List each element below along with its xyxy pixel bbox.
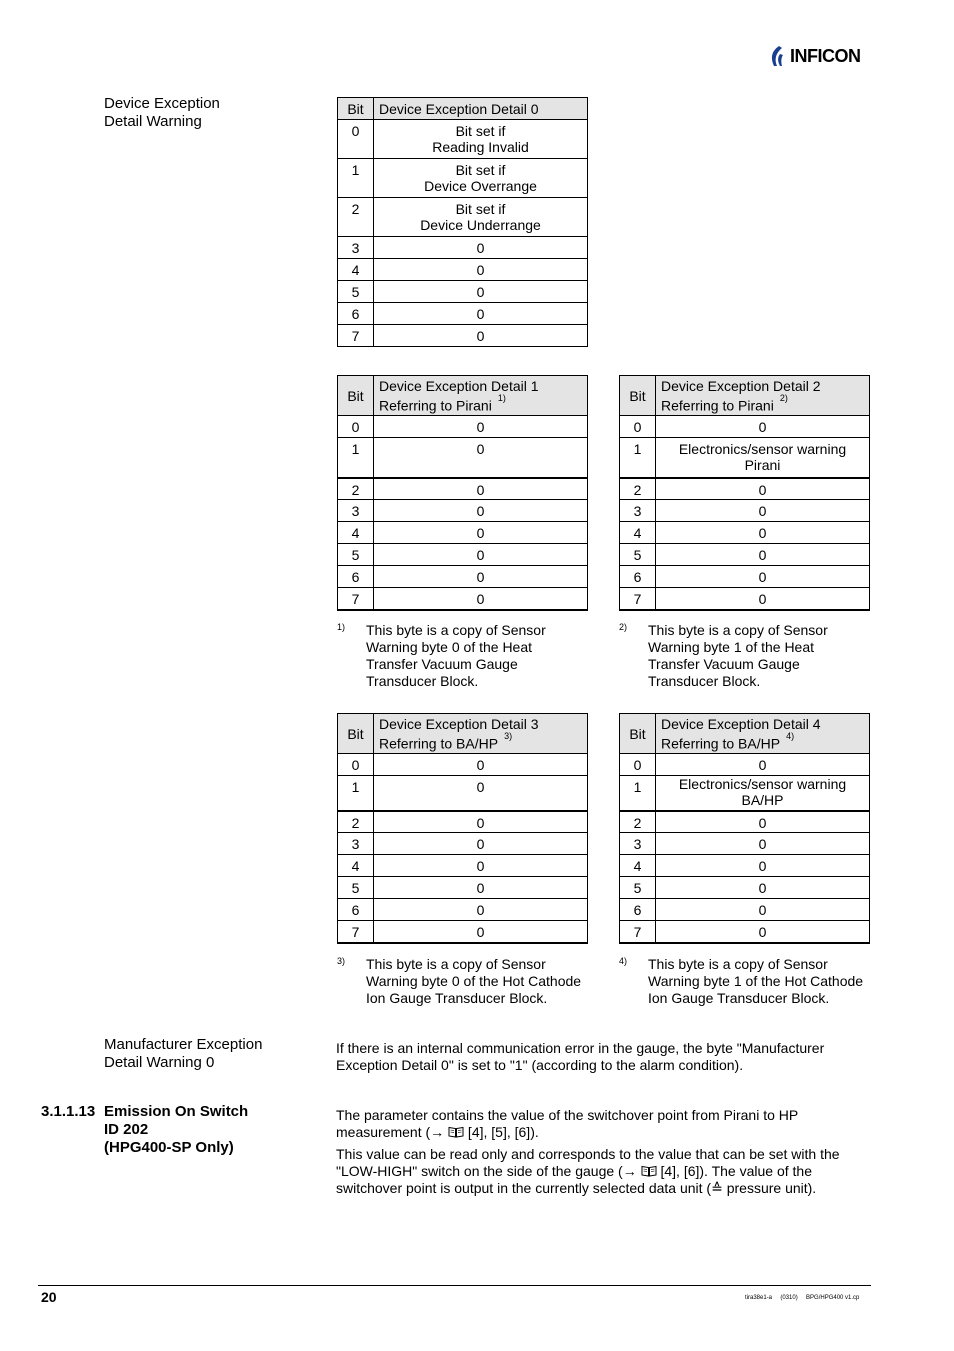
label-line: Detail Warning 0 (104, 1054, 215, 1071)
table-row (338, 855, 588, 877)
value-cell: 0 (656, 588, 870, 610)
bit-cell: 7 (620, 588, 656, 610)
value-cell: 0 (374, 855, 588, 877)
bit-cell: 2 (338, 198, 374, 237)
bit-cell: 4 (620, 522, 656, 544)
footnote-mark: 1) (337, 622, 346, 632)
value-cell: 0 (374, 776, 588, 811)
bit-cell: 7 (338, 325, 374, 347)
bit-cell: 4 (338, 522, 374, 544)
value-cell: 0 (656, 811, 870, 833)
book-reference-icon (641, 1165, 657, 1177)
table-row (338, 921, 588, 943)
value-cell: 0 (374, 921, 588, 943)
footnote-text: This byte is a copy of Sensor Warning byte 0 of the Heat Transfer Vacuum Gauge Transducer Block. (366, 622, 546, 689)
bit-cell: 6 (338, 303, 374, 325)
table-title: Device Exception Detail 4 Referring to BA/HP $^{4)}$ (656, 714, 870, 754)
book-reference-icon (448, 1126, 464, 1138)
bit-cell: 6 (620, 566, 656, 588)
value-cell: 0 (374, 237, 588, 259)
footnote-2 (619, 622, 870, 692)
table-row (338, 811, 588, 833)
device-exception-label (104, 95, 220, 131)
table-row (338, 198, 588, 237)
value-cell: 0 (374, 325, 588, 347)
footnote-text: This byte is a copy of Sensor Warning byte 1 of the Heat Transfer Vacuum Gauge Transducer Block. (648, 622, 828, 689)
value-cell: 0 (374, 259, 588, 281)
value-cell: 0 (374, 303, 588, 325)
document-code: tira38e1-a (0310) BPG/HPG400 v1.cp (745, 1295, 860, 1301)
footnote-text: This byte is a copy of Sensor Warning byte 1 of the Hot Cathode Ion Gauge Transducer Block. (648, 956, 864, 1006)
bit-cell: 1 (338, 159, 374, 198)
table-row (338, 120, 588, 159)
bit-cell: 6 (338, 566, 374, 588)
label-line: Detail Warning (104, 113, 202, 130)
table-row (338, 776, 588, 811)
value-cell: 0 (374, 438, 588, 478)
value-cell: 0 (374, 281, 588, 303)
inficon-flame-icon (768, 45, 788, 67)
table-row (338, 237, 588, 259)
table-row (338, 544, 588, 566)
emission-paragraph-1: The parameter contains the value of the switchover point from Pirani to HP measurement (→ [4], [5], [6]). (336, 1107, 798, 1140)
device-exception-detail-0-table (337, 97, 588, 347)
bit-header: Bit (338, 376, 374, 416)
footer-rule (38, 1285, 871, 1286)
value-cell: Bit set if Device Overrange (374, 159, 588, 198)
value-cell: 0 (656, 478, 870, 500)
bit-cell: 0 (620, 754, 656, 776)
value-cell: Electronics/sensor warning Pirani (656, 438, 870, 478)
bit-cell: 0 (620, 416, 656, 438)
bit-cell: 3 (338, 833, 374, 855)
value-cell: 0 (374, 416, 588, 438)
value-cell: Electronics/sensor warning BA/HP (656, 776, 870, 811)
inficon-logo (768, 44, 861, 68)
table-row (620, 921, 870, 943)
footnote-1 (337, 622, 588, 692)
section-number: 3.1.1.13 (41, 1103, 96, 1120)
table-row (338, 877, 588, 899)
emission-switch-paragraphs (336, 1107, 866, 1202)
bit-header: Bit (620, 376, 656, 416)
bit-cell: 5 (338, 877, 374, 899)
value-cell: 0 (374, 588, 588, 610)
bit-header: Bit (338, 714, 374, 754)
bit-cell: 3 (620, 833, 656, 855)
bit-cell: 5 (620, 877, 656, 899)
bit-cell: 0 (338, 416, 374, 438)
bit-cell: 2 (620, 478, 656, 500)
value-cell: 0 (656, 544, 870, 566)
bit-cell: 3 (620, 500, 656, 522)
bit-cell: 3 (338, 500, 374, 522)
value-cell: 0 (656, 877, 870, 899)
brand-name: INFICON (790, 45, 861, 66)
table-row (338, 566, 588, 588)
value-cell: Bit set if Reading Invalid (374, 120, 588, 159)
bit-cell: 3 (338, 237, 374, 259)
page-number: 20 (41, 1289, 57, 1305)
table-row (620, 833, 870, 855)
table-row (338, 281, 588, 303)
table-row (338, 416, 588, 438)
emission-paragraph-2: This value can be read only and corresponds to the value that can be set with the "LOW-HIGH" switch on the side of the gauge (→ [4], [6]). The value of the switchover point is output in the currently selected data unit (≙ pressure unit). (336, 1146, 840, 1196)
table-row (620, 500, 870, 522)
footnote-mark: 2) (619, 622, 628, 632)
manufacturer-exception-paragraph: If there is an internal communication error in the gauge, the byte "Manufacturer Exception Detail 0" is set to "1" (according to the alarm condition). (336, 1040, 825, 1073)
footnote-3 (337, 956, 588, 1026)
bit-cell: 4 (338, 259, 374, 281)
bit-cell: 1 (620, 438, 656, 478)
value-cell: 0 (374, 478, 588, 500)
value-cell: 0 (656, 566, 870, 588)
bit-cell: 2 (338, 811, 374, 833)
device-exception-detail-4-table (619, 713, 870, 944)
table-row (338, 303, 588, 325)
value-cell: 0 (656, 833, 870, 855)
value-cell: 0 (374, 566, 588, 588)
bit-cell: 2 (620, 811, 656, 833)
device-exception-detail-3-table (337, 713, 588, 944)
manufacturer-exception-label (104, 1036, 262, 1072)
section-title: Emission On Switch ID 202 (HPG400-SP Only) (104, 1103, 249, 1156)
value-cell: 0 (374, 544, 588, 566)
value-cell: 0 (656, 855, 870, 877)
bit-cell: 6 (338, 899, 374, 921)
footnote-mark: 3) (337, 956, 346, 966)
table-title: Device Exception Detail 1 Referring to Pirani $^{1)}$ (374, 376, 588, 416)
bit-cell: 1 (338, 776, 374, 811)
bit-cell: 5 (620, 544, 656, 566)
value-cell: 0 (656, 921, 870, 943)
table-row (338, 325, 588, 347)
table-row (338, 159, 588, 198)
bit-cell: 5 (338, 281, 374, 303)
value-cell: 0 (656, 416, 870, 438)
table-row (338, 899, 588, 921)
footnote-text: This byte is a copy of Sensor Warning byte 0 of the Hot Cathode Ion Gauge Transducer Block. (366, 956, 582, 1006)
bit-cell: 6 (620, 899, 656, 921)
table-row (620, 544, 870, 566)
table-row (338, 500, 588, 522)
table-row (620, 588, 870, 610)
table-title: Device Exception Detail 2 Referring to Pirani $^{2)}$ (656, 376, 870, 416)
label-line: Manufacturer Exception (104, 1036, 263, 1053)
device-exception-detail-1-table (337, 375, 588, 611)
value-cell: Bit set if Device Underrange (374, 198, 588, 237)
table-row (620, 811, 870, 833)
table-row (338, 522, 588, 544)
bit-cell: 7 (620, 921, 656, 943)
table-row (338, 438, 588, 478)
label-line: Device Exception (104, 95, 220, 112)
bit-cell: 0 (338, 754, 374, 776)
table-row (338, 259, 588, 281)
footnote-4 (619, 956, 870, 1026)
bit-cell: 5 (338, 544, 374, 566)
device-exception-detail-2-table (619, 375, 870, 611)
table-title: Device Exception Detail 0 (374, 98, 588, 120)
table-row (620, 855, 870, 877)
bit-cell: 4 (620, 855, 656, 877)
bit-cell: 7 (338, 588, 374, 610)
value-cell: 0 (374, 899, 588, 921)
value-cell: 0 (374, 522, 588, 544)
value-cell: 0 (374, 811, 588, 833)
value-cell: 0 (656, 500, 870, 522)
table-row (620, 478, 870, 500)
table-row (620, 522, 870, 544)
value-cell: 0 (374, 833, 588, 855)
table-row (620, 566, 870, 588)
table-row (620, 877, 870, 899)
table-row (338, 833, 588, 855)
table-title: Device Exception Detail 3 Referring to BA/HP $^{3)}$ (374, 714, 588, 754)
bit-cell: 2 (338, 478, 374, 500)
table-row (620, 754, 870, 776)
table-row (338, 754, 588, 776)
value-cell: 0 (374, 500, 588, 522)
bit-cell: 1 (338, 438, 374, 478)
table-row (620, 899, 870, 921)
value-cell: 0 (656, 899, 870, 921)
table-row (338, 588, 588, 610)
value-cell: 0 (656, 522, 870, 544)
value-cell: 0 (374, 754, 588, 776)
value-cell: 0 (374, 877, 588, 899)
table-row (338, 478, 588, 500)
bit-cell: 4 (338, 855, 374, 877)
bit-cell: 1 (620, 776, 656, 811)
value-cell: 0 (656, 754, 870, 776)
bit-header: Bit (620, 714, 656, 754)
table-row (620, 416, 870, 438)
bit-cell: 0 (338, 120, 374, 159)
bit-header: Bit (338, 98, 374, 120)
table-row (620, 776, 870, 811)
footnote-mark: 4) (619, 956, 628, 966)
bit-cell: 7 (338, 921, 374, 943)
table-row (620, 438, 870, 478)
